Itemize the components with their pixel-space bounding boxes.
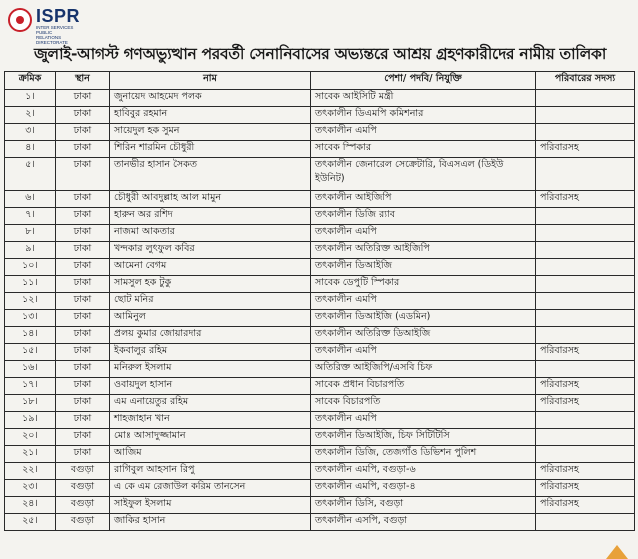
table-row (5, 378, 635, 395)
cell-profession: সাবেক আইসিটি মন্ত্রী (311, 90, 536, 107)
cell-family: পরিবারসহ (536, 463, 635, 480)
table-row (5, 463, 635, 480)
document-title: জুলাই-আগস্ট গণঅভ্যুত্থান পরবর্তী সেনানিবাসের অভ্যন্তরে আশ্রয় গ্রহণকারীদের নামীয় তালিকা (33, 45, 607, 63)
cell-profession: সাবেক প্রধান বিচারপতি (311, 378, 536, 395)
cell-serial: ৭। (5, 208, 56, 225)
cell-place: ঢাকা (56, 259, 110, 276)
cell-serial: ১৬। (5, 361, 56, 378)
cell-family (536, 412, 635, 429)
table-row (5, 412, 635, 429)
cell-serial: ১০। (5, 259, 56, 276)
cell-family (536, 124, 635, 141)
table-row (5, 107, 635, 124)
cell-serial: ৬। (5, 191, 56, 208)
cell-place: ঢাকা (56, 90, 110, 107)
cell-place: ঢাকা (56, 124, 110, 141)
cell-name: ইকবালুর রহিম (110, 344, 311, 361)
header-serial: ক্রমিক (5, 72, 56, 90)
cell-serial: ২৪। (5, 497, 56, 514)
cell-family: পরিবারসহ (536, 497, 635, 514)
cell-profession: তৎকালীন অতিরিক্ত ডিআইজি (311, 327, 536, 344)
cell-name: চৌধুরী আবদুল্লাহ আল মামুন (110, 191, 311, 208)
cell-family (536, 225, 635, 242)
cell-name: তানভীর হাসান সৈকত (110, 158, 311, 191)
table-row (5, 497, 635, 514)
cell-profession: তৎকালীন এমপি, বগুড়া-৪ (311, 480, 536, 497)
cell-family (536, 107, 635, 124)
table-row (5, 141, 635, 158)
corner-stamp (606, 545, 628, 559)
header-name: নাম (110, 72, 311, 90)
cell-profession: তৎকালীন ডিআইজি (এডমিন) (311, 310, 536, 327)
cell-name: জাকির হাসান (110, 514, 311, 531)
cell-serial: ২৩। (5, 480, 56, 497)
cell-serial: ১৫। (5, 344, 56, 361)
table-row (5, 361, 635, 378)
cell-family: পরিবারসহ (536, 480, 635, 497)
cell-place: ঢাকা (56, 191, 110, 208)
cell-name: হারুন অর রশিদ (110, 208, 311, 225)
cell-name: প্রলয় কুমার জোয়ারদার (110, 327, 311, 344)
cell-name: নাজমা আকতার (110, 225, 311, 242)
cell-place: ঢাকা (56, 412, 110, 429)
table-row (5, 225, 635, 242)
cell-family (536, 327, 635, 344)
cell-place: ঢাকা (56, 378, 110, 395)
cell-name: সায়েদুল হক সুমন (110, 124, 311, 141)
ispr-emblem-icon (8, 8, 32, 32)
table-row (5, 480, 635, 497)
cell-place: ঢাকা (56, 107, 110, 124)
cell-name: সামসুল হক টুকু (110, 276, 311, 293)
cell-family (536, 361, 635, 378)
table-row (5, 446, 635, 463)
cell-place: ঢাকা (56, 225, 110, 242)
cell-family (536, 242, 635, 259)
table-row (5, 429, 635, 446)
cell-place: বগুড়া (56, 497, 110, 514)
cell-family: পরিবারসহ (536, 141, 635, 158)
cell-name: শাহজাহান খান (110, 412, 311, 429)
cell-profession: তৎকালীন ডিআইজি (311, 259, 536, 276)
table-row (5, 344, 635, 361)
cell-name: ছোট মনির (110, 293, 311, 310)
cell-place: ঢাকা (56, 276, 110, 293)
cell-serial: ১৩। (5, 310, 56, 327)
table-row (5, 310, 635, 327)
cell-family (536, 259, 635, 276)
cell-family: পরিবারসহ (536, 191, 635, 208)
cell-serial: ১৪। (5, 327, 56, 344)
cell-profession: তৎকালীন এমপি (311, 293, 536, 310)
table-row (5, 259, 635, 276)
table-header-row (5, 72, 635, 90)
cell-family (536, 310, 635, 327)
table-row (5, 90, 635, 107)
cell-place: ঢাকা (56, 327, 110, 344)
table-row (5, 124, 635, 141)
table-row (5, 208, 635, 225)
cell-serial: ১৮। (5, 395, 56, 412)
cell-family (536, 208, 635, 225)
cell-profession: সাবেক বিচারপতি (311, 395, 536, 412)
cell-place: ঢাকা (56, 310, 110, 327)
cell-family (536, 429, 635, 446)
cell-place: ঢাকা (56, 429, 110, 446)
cell-profession: তৎকালীন এমপি (311, 344, 536, 361)
cell-place: ঢাকা (56, 158, 110, 191)
cell-profession: সাবেক ডেপুটি স্পিকার (311, 276, 536, 293)
cell-serial: ৪। (5, 141, 56, 158)
cell-profession: তৎকালীন আইজিপি (311, 191, 536, 208)
cell-serial: ২৫। (5, 514, 56, 531)
cell-family (536, 158, 635, 191)
cell-place: ঢাকা (56, 344, 110, 361)
cell-serial: ১৭। (5, 378, 56, 395)
shelter-list-table (4, 71, 635, 531)
cell-family (536, 276, 635, 293)
cell-family: পরিবারসহ (536, 378, 635, 395)
header-profession: পেশা/ পদবি/ নিযুক্তি (311, 72, 536, 90)
logo-subtitle: INTER SERVICES PUBLIC RELATIONS DIRECTORATE (36, 25, 74, 45)
cell-place: ঢাকা (56, 208, 110, 225)
cell-profession: তৎকালীন এসপি, বগুড়া (311, 514, 536, 531)
table-row (5, 395, 635, 412)
table-row (5, 293, 635, 310)
cell-serial: ১। (5, 90, 56, 107)
cell-family (536, 446, 635, 463)
table-row (5, 191, 635, 208)
cell-place: বগুড়া (56, 514, 110, 531)
cell-place: ঢাকা (56, 395, 110, 412)
cell-place: ঢাকা (56, 141, 110, 158)
cell-place: বগুড়া (56, 463, 110, 480)
table-row (5, 242, 635, 259)
table-row (5, 276, 635, 293)
cell-place: ঢাকা (56, 361, 110, 378)
cell-profession: তৎকালীন ডিজি র‍্যাব (311, 208, 536, 225)
cell-name: ওবায়দুল হাসান (110, 378, 311, 395)
cell-name: শিরিন শারমিন চৌধুরী (110, 141, 311, 158)
cell-place: ঢাকা (56, 446, 110, 463)
cell-serial: ৩। (5, 124, 56, 141)
cell-profession: তৎকালীন অতিরিক্ত আইজিপি (311, 242, 536, 259)
cell-name: আজিম (110, 446, 311, 463)
cell-family (536, 293, 635, 310)
cell-place: ঢাকা (56, 293, 110, 310)
header-family: পরিবারের সদস্য (536, 72, 635, 90)
cell-profession: তৎকালীন এমপি (311, 225, 536, 242)
cell-name: আমেনা বেগম (110, 259, 311, 276)
cell-serial: ২১। (5, 446, 56, 463)
cell-serial: ৫। (5, 158, 56, 191)
cell-serial: ১২। (5, 293, 56, 310)
cell-name: এ কে এম রেজাউল করিম তানসেন (110, 480, 311, 497)
cell-name: জুনায়েদ আহমেদ পলক (110, 90, 311, 107)
cell-profession: তৎকালীন জেনারেল সেক্রেটারি, বিএসএল (ডিইউ ইউনিট) (311, 158, 536, 191)
cell-profession: তৎকালীন ডিআইজি, চিফ সিটিটিসি (311, 429, 536, 446)
cell-profession: তৎকালীন ডিজি, তেজগাঁও ডিভিশন পুলিশ (311, 446, 536, 463)
cell-profession: তৎকালীন ডিএমপি কমিশনার (311, 107, 536, 124)
table-row (5, 514, 635, 531)
cell-profession: তৎকালীন ডিসি, বগুড়া (311, 497, 536, 514)
header-place: স্থান (56, 72, 110, 90)
cell-serial: ৮। (5, 225, 56, 242)
cell-name: খন্দকার লুৎফুল কবির (110, 242, 311, 259)
cell-serial: ৯। (5, 242, 56, 259)
cell-serial: ১১। (5, 276, 56, 293)
cell-profession: তৎকালীন এমপি (311, 124, 536, 141)
cell-serial: ২। (5, 107, 56, 124)
ispr-logo (8, 4, 104, 45)
table-row (5, 158, 635, 191)
cell-name: এম এনায়েতুর রহিম (110, 395, 311, 412)
cell-name: আমিনুল (110, 310, 311, 327)
cell-profession: অতিরিক্ত আইজিপি/এসবি চিফ (311, 361, 536, 378)
cell-family (536, 514, 635, 531)
table-row (5, 327, 635, 344)
cell-name: মোঃ আসাদুজ্জামান (110, 429, 311, 446)
cell-serial: ২২। (5, 463, 56, 480)
cell-family: পরিবারসহ (536, 395, 635, 412)
cell-name: হাবিবুর রহমান (110, 107, 311, 124)
cell-name: মনিরুল ইসলাম (110, 361, 311, 378)
cell-place: বগুড়া (56, 480, 110, 497)
cell-profession: সাবেক স্পিকার (311, 141, 536, 158)
cell-name: রাগিবুল আহসান রিপু (110, 463, 311, 480)
cell-family: পরিবারসহ (536, 344, 635, 361)
cell-serial: ২০। (5, 429, 56, 446)
logo-text: ISPR (36, 6, 81, 26)
cell-profession: তৎকালীন এমপি, বগুড়া-৬ (311, 463, 536, 480)
cell-family (536, 90, 635, 107)
cell-serial: ১৯। (5, 412, 56, 429)
cell-place: ঢাকা (56, 242, 110, 259)
cell-name: সাইফুল ইসলাম (110, 497, 311, 514)
cell-profession: তৎকালীন এমপি (311, 412, 536, 429)
